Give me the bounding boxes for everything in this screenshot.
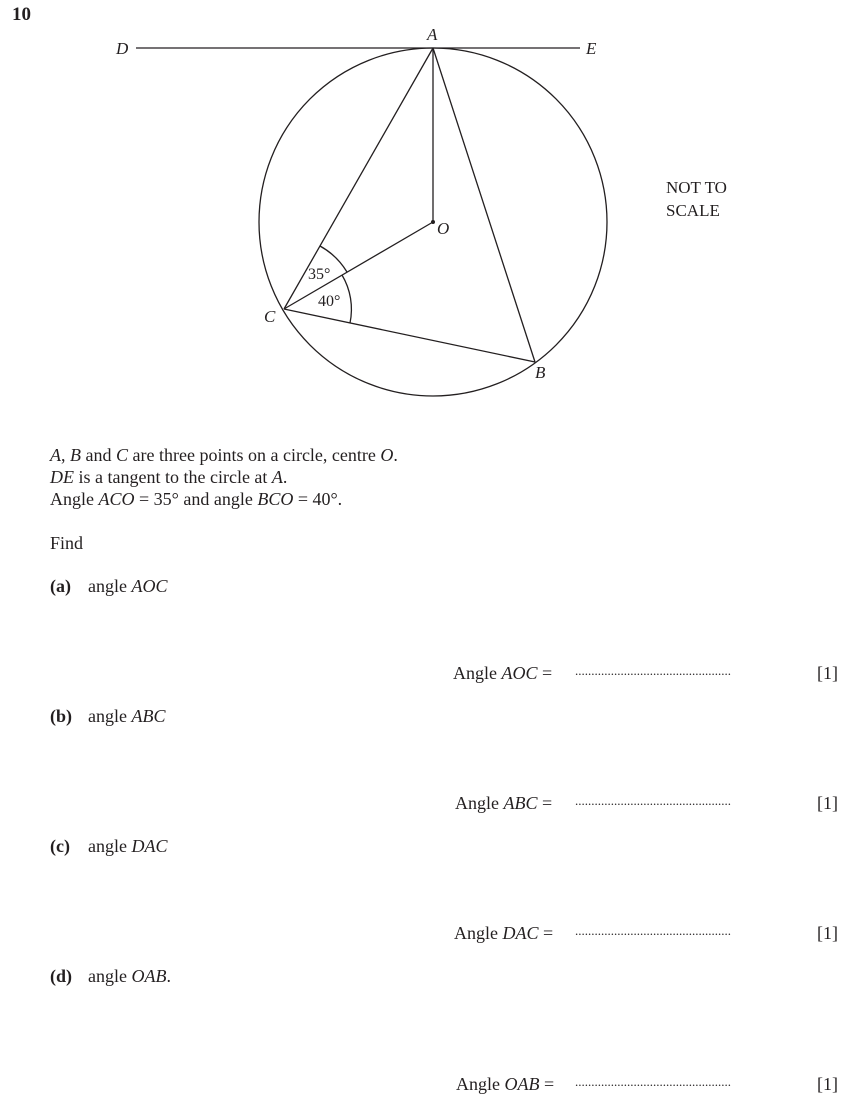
label-a: A: [427, 25, 438, 44]
part-c-answer-field[interactable]: ................................................: [575, 923, 731, 938]
angle-label-40: 40°: [318, 293, 341, 310]
chord-ab: [433, 48, 535, 362]
label-e: E: [586, 39, 597, 58]
stem-line-1: A, B and C are three points on a circle, centre O.: [50, 445, 398, 465]
angle-label-35: 35°: [308, 266, 331, 283]
part-c-answer-line: Angle DAC =: [454, 923, 554, 943]
part-d-answer-field[interactable]: ................................................: [575, 1074, 731, 1089]
radius-oc: [284, 222, 433, 309]
not-to-scale-line2: SCALE: [666, 201, 720, 220]
label-d: D: [116, 39, 129, 58]
part-c-marks: [1]: [817, 923, 838, 943]
stem-line-3: Angle ACO = 35° and angle BCO = 40°.: [50, 489, 343, 509]
part-a-answer-line: Angle AOC =: [453, 663, 553, 683]
part-d-label: (d): [50, 966, 72, 986]
part-d-question: (d) angle OAB.: [50, 966, 171, 986]
not-to-scale-note: [666, 176, 766, 222]
stem-line-2: DE is a tangent to the circle at A.: [50, 467, 288, 487]
part-b-label: (b): [50, 706, 72, 726]
part-d-answer-line: Angle OAB =: [456, 1074, 555, 1094]
label-o: O: [437, 219, 450, 238]
part-b-marks: [1]: [817, 793, 838, 813]
part-c-label: (c): [50, 836, 70, 856]
chord-cb: [284, 309, 535, 362]
part-a-label: (a): [50, 576, 71, 596]
label-c: C: [264, 307, 276, 326]
chord-ac: [284, 48, 433, 309]
find-instruction: Find: [50, 533, 84, 553]
label-b: B: [535, 363, 546, 382]
part-b-answer-field[interactable]: ................................................: [575, 793, 731, 808]
part-a-marks: [1]: [817, 663, 838, 683]
not-to-scale-line1: NOT TO: [666, 178, 727, 197]
centre-point-o: [431, 220, 435, 224]
part-a-question: (a) angle AOC: [50, 576, 168, 596]
question-number: 10: [12, 4, 31, 25]
part-c-question: (c) angle DAC: [50, 836, 168, 856]
part-b-answer-line: Angle ABC =: [455, 793, 553, 813]
part-b-question: (b) angle ABC: [50, 706, 166, 726]
part-a-answer-field[interactable]: ................................................: [575, 663, 731, 678]
angle-arc-bco: [342, 275, 351, 323]
part-d-marks: [1]: [817, 1074, 838, 1094]
